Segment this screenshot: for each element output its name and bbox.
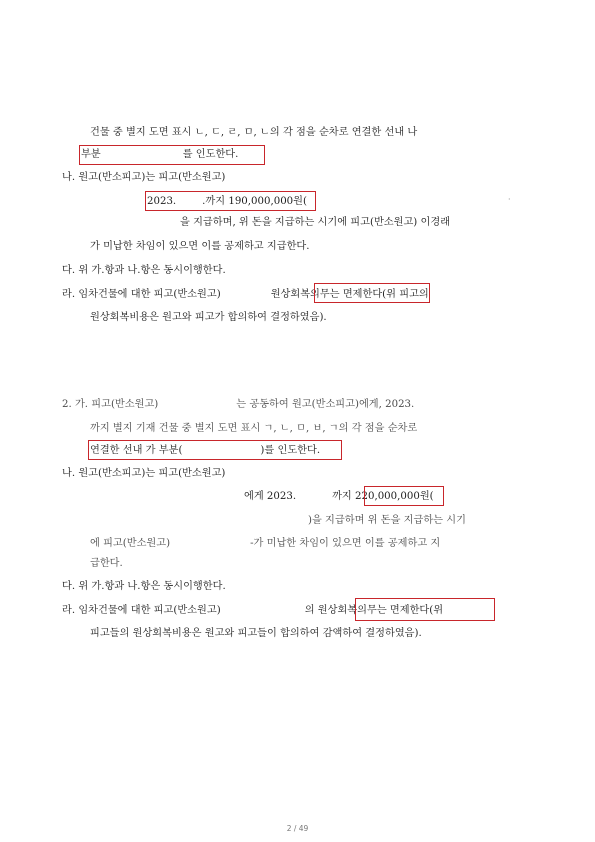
s2-ra-part-b: (위 (429, 605, 444, 616)
s2-ga-line1 (62, 398, 414, 412)
s2-highlight-box-1 (88, 440, 342, 460)
s2-ra-boxed: 원상회복의무는 면제한다 (317, 605, 430, 616)
s1-highlight-box-2 (145, 191, 316, 211)
s1-na-amount: 190,000,000원 (228, 196, 303, 207)
s1-ra-part-a: 라. 임차건물에 대한 피고(반소원고) (62, 289, 221, 300)
s2-ga-line3-part-c: 한다. (297, 445, 321, 456)
s2-na-amount: 220,000,000원 (355, 491, 430, 502)
s1-na-line3: 을 지급하며, 위 돈을 지급하는 시기에 피고(반소원고) 이경래 (180, 217, 451, 228)
s2-ra-part-a: 라. 임차건물에 대한 피고(반소원고) (62, 605, 221, 616)
s1-na-date: 2023. (147, 196, 177, 207)
s1-highlight-box-3 (314, 283, 430, 303)
s2-ra-line2: 피고들의 원상회복비용은 원고와 피고들이 합의하여 감액하여 결정하였음). (90, 628, 422, 639)
s1-line1: 건물 중 별지 도면 표시 ㄴ, ㄷ, ㄹ, ㅁ, ㄴ의 각 점을 순차로 연결한 선내 나 (90, 127, 418, 138)
s1-line2-part-a: 부분 (81, 149, 101, 160)
s2-ra-ui: 의 (304, 605, 318, 616)
s2-ga-line3-part-b: )를 인도 (260, 445, 298, 456)
s2-na-line4 (90, 537, 440, 551)
s2-highlight-box-2 (364, 486, 444, 506)
s1-na-dot: · (508, 195, 511, 204)
s1-ra-part-b: 한다(위 피고의 (362, 289, 429, 300)
s1-ra-boxed: 원상회복의무는 면제 (270, 289, 363, 300)
s2-highlight-box-3 (355, 598, 495, 621)
s1-na-paren: ( (303, 196, 307, 207)
s2-ga-part-a: 2. 가. 피고(반소원고) (62, 399, 159, 410)
page-number: 2 / 49 (286, 824, 309, 833)
s1-da-line: 다. 위 가.항과 나.항은 동시이행한다. (62, 265, 226, 276)
s1-line2-part-b: 를 인도한다. (182, 149, 239, 160)
s1-na-line4: 가 미납한 차임이 있으면 이를 공제하고 지급한다. (90, 241, 310, 252)
s2-da-line: 다. 위 가.항과 나.항은 동시이행한다. (62, 581, 226, 592)
s2-na-until: 까지 (332, 491, 356, 502)
s1-ra-line2: 원상회복비용은 원고와 피고가 합의하여 결정하였음). (90, 312, 327, 323)
s2-na-line4-part-a: 에 피고(반소원고) (90, 538, 171, 549)
s2-na-line3: )을 지급하며 위 돈을 지급하는 시기 (308, 515, 466, 526)
s2-na-line5: 급한다. (90, 558, 123, 569)
s1-na-line1: 나. 원고(반소피고)는 피고(반소원고) (62, 172, 226, 183)
s2-ga-line3-part-a: 연결한 선내 가 부분( (90, 445, 183, 456)
s2-ga-line2: 까지 별지 기재 건물 중 별지 도면 표시 ㄱ, ㄴ, ㅁ, ㅂ, ㄱ의 각 점을 순차로 (90, 423, 418, 434)
s1-na-until: .까지 (202, 196, 229, 207)
s2-na-line1: 나. 원고(반소피고)는 피고(반소원고) (62, 468, 226, 479)
s2-ga-part-b: 는 공동하여 원고(반소피고)에게, 2023. (236, 399, 415, 410)
s2-na-date: 에게 2023. (244, 491, 297, 502)
s2-na-line4-part-b: -가 미납한 차임이 있으면 이를 공제하고 지 (250, 538, 441, 549)
s2-na-paren: ( (429, 491, 434, 502)
s1-highlight-box-1 (79, 145, 265, 165)
